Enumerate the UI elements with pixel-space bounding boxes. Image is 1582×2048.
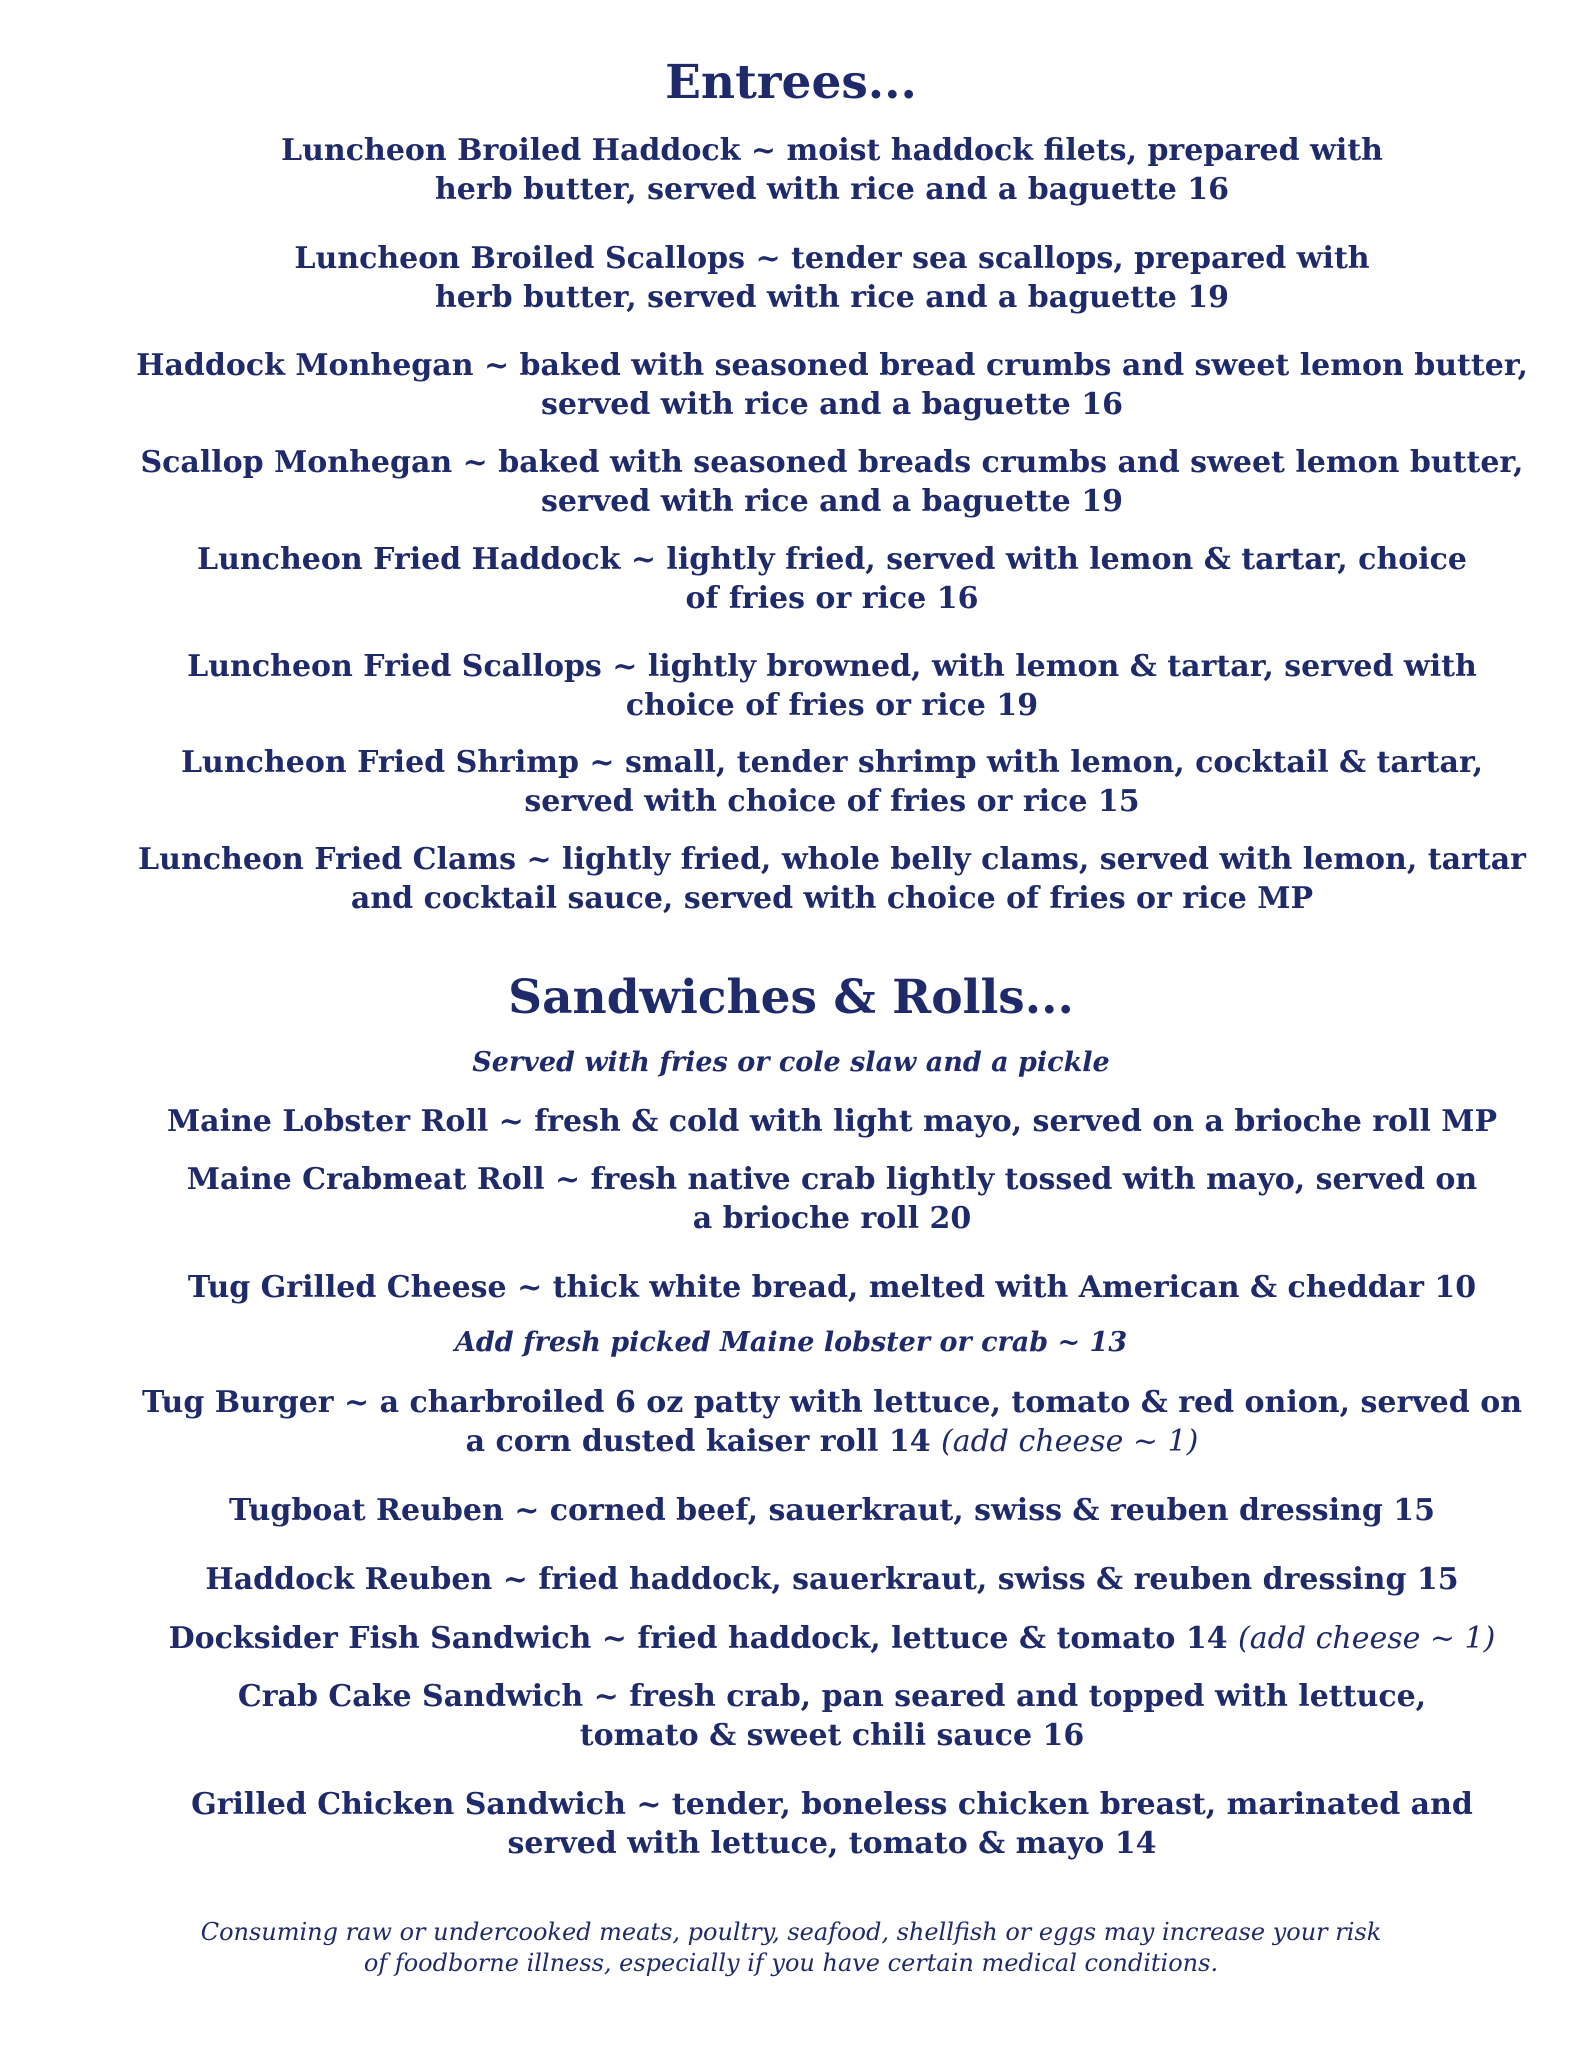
sandwich-item-line: Crab Cake Sandwich ~ fresh crab, pan seared and topped with lettuce, xyxy=(237,1679,1427,1714)
entree-item-line: served with choice of fries or rice 15 xyxy=(524,784,1140,819)
entree-item-line: Haddock Monhegan ~ baked with seasoned bread crumbs and sweet lemon butter, xyxy=(136,348,1528,383)
entree-item-line: herb butter, served with rice and a baguette 16 xyxy=(434,172,1230,207)
sandwich-item xyxy=(41,1268,1582,1307)
entrees-heading-wrap xyxy=(0,55,1582,111)
entree-item xyxy=(41,743,1582,821)
entree-item-line: herb butter, served with rice and a baguette 19 xyxy=(434,280,1230,315)
entree-item xyxy=(41,239,1582,317)
entree-item xyxy=(41,647,1582,725)
disclaimer-line: of foodborne illness, especially if you have certain medical conditions. xyxy=(363,1949,1219,1977)
entree-item-line: Luncheon Fried Shrimp ~ small, tender shrimp with lemon, cocktail & tartar, xyxy=(180,745,1484,780)
sandwich-item-line: Haddock Reuben ~ fried haddock, sauerkraut, swiss & reuben dressing 15 xyxy=(205,1562,1459,1597)
food-safety-disclaimer xyxy=(0,1917,1582,1979)
docksider-text: Docksider Fish Sandwich ~ fried haddock, lettuce & tomato 14 xyxy=(168,1621,1239,1656)
entree-item-line: Luncheon Broiled Scallops ~ tender sea scallops, prepared with xyxy=(294,241,1370,276)
sandwich-item-line: Tug Grilled Cheese ~ thick white bread, melted with American & cheddar 10 xyxy=(187,1270,1477,1305)
entree-item xyxy=(41,131,1582,209)
sandwich-item xyxy=(41,1383,1582,1461)
docksider-addon: (add cheese ~ 1) xyxy=(1238,1621,1496,1656)
entree-item-line: Luncheon Fried Clams ~ lightly fried, whole belly clams, served with lemon, tartar xyxy=(138,842,1526,877)
sandwich-item xyxy=(41,1785,1582,1863)
entree-item-line: Luncheon Fried Scallops ~ lightly browned, with lemon & tartar, served with xyxy=(187,649,1477,684)
entree-item xyxy=(41,443,1582,521)
entree-item-line: served with rice and a baguette 19 xyxy=(541,484,1123,519)
sandwich-item-line: Maine Crabmeat Roll ~ fresh native crab lightly tossed with mayo, served on xyxy=(186,1162,1478,1197)
entree-item-line: Luncheon Fried Haddock ~ lightly fried, served with lemon & tartar, choice xyxy=(196,542,1468,577)
sandwiches-subtitle: Served with fries or cole slaw and a pickle xyxy=(472,1047,1110,1078)
entree-item-line: choice of fries or rice 19 xyxy=(625,688,1039,723)
burger-price: a corn dusted kaiser roll 14 xyxy=(465,1424,942,1459)
entree-item-line: served with rice and a baguette 16 xyxy=(541,387,1123,422)
sandwich-item xyxy=(41,1560,1582,1599)
entree-item-line: and cocktail sauce, served with choice of fries or rice MP xyxy=(350,881,1314,916)
grilled-cheese-addon: Add fresh picked Maine lobster or crab ~ 13 xyxy=(454,1327,1128,1358)
sandwich-item xyxy=(41,1160,1582,1238)
entree-item-line: Scallop Monhegan ~ baked with seasoned breads crumbs and sweet lemon butter, xyxy=(140,445,1524,480)
entree-item xyxy=(41,346,1582,424)
sandwich-item-line: Tug Burger ~ a charbroiled 6 oz patty with lettuce, tomato & red onion, served on xyxy=(141,1385,1523,1420)
burger-addon: (add cheese ~ 1) xyxy=(941,1424,1199,1459)
sandwich-item-line: tomato & sweet chili sauce 16 xyxy=(579,1718,1085,1753)
sandwich-item-line xyxy=(41,1422,1582,1461)
sandwich-item-line xyxy=(41,1619,1582,1658)
sandwiches-heading-wrap xyxy=(0,970,1582,1026)
sandwich-item-line: a brioche roll 20 xyxy=(692,1201,972,1236)
sandwich-item-line: Maine Lobster Roll ~ fresh & cold with light mayo, served on a brioche roll MP xyxy=(166,1104,1498,1139)
sandwich-item xyxy=(41,1619,1582,1658)
sandwich-item xyxy=(41,1491,1582,1530)
entree-item xyxy=(41,540,1582,618)
sandwich-item xyxy=(41,1102,1582,1141)
sandwich-item-line: served with lettuce, tomato & mayo 14 xyxy=(507,1826,1157,1861)
sandwich-item-line: Tugboat Reuben ~ corned beef, sauerkraut, swiss & reuben dressing 15 xyxy=(228,1493,1436,1528)
entree-item xyxy=(41,840,1582,918)
entree-item-line: of fries or rice 16 xyxy=(685,581,979,616)
entrees-heading: Entrees... xyxy=(665,55,917,110)
disclaimer-line: Consuming raw or undercooked meats, poultry, seafood, shellfish or eggs may increase your risk xyxy=(200,1918,1382,1946)
entree-item-line: Luncheon Broiled Haddock ~ moist haddock filets, prepared with xyxy=(281,133,1383,168)
sandwiches-heading: Sandwiches & Rolls... xyxy=(508,970,1074,1025)
sandwich-item-line: Grilled Chicken Sandwich ~ tender, boneless chicken breast, marinated and xyxy=(191,1787,1473,1822)
sandwich-item xyxy=(41,1677,1582,1755)
